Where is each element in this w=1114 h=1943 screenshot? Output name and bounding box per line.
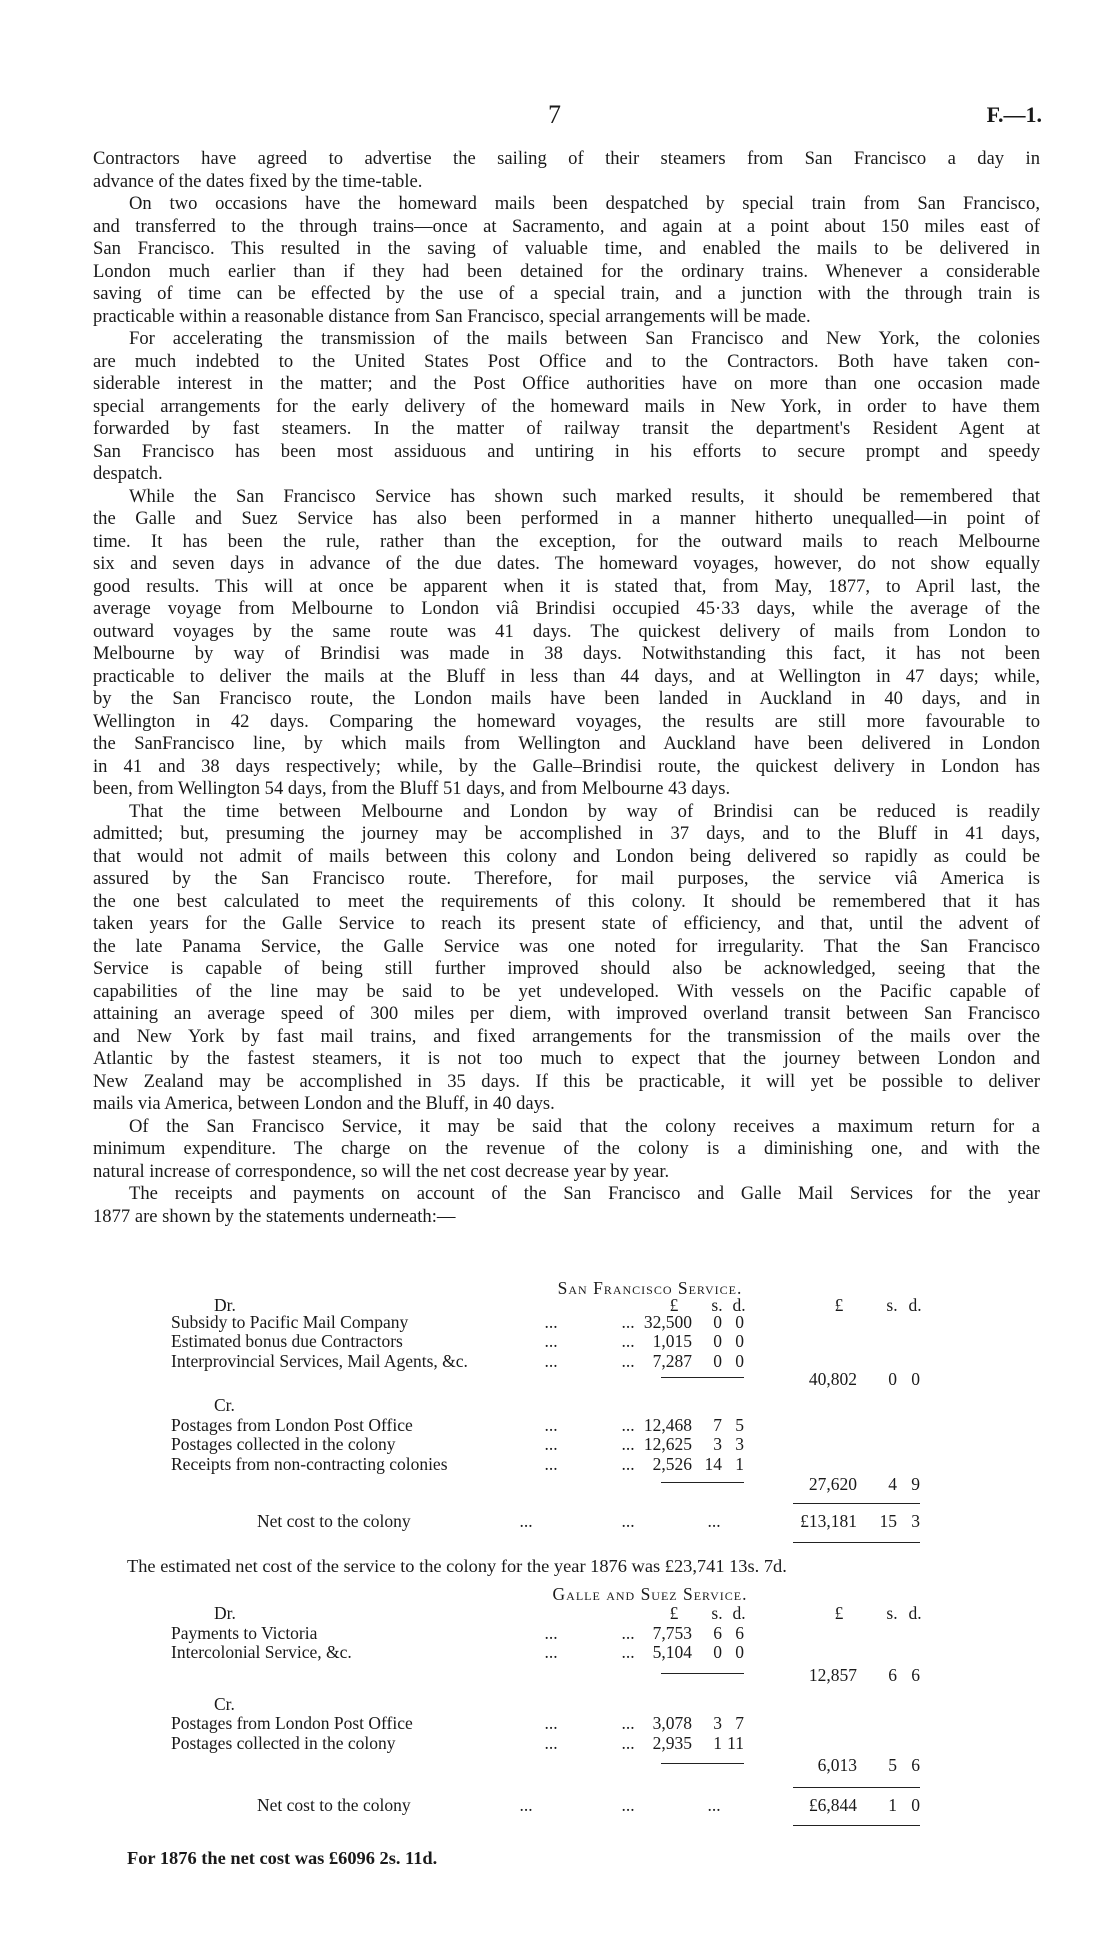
leader-dots: ... [707, 1511, 721, 1531]
amount-pence: 0 [735, 1331, 744, 1351]
total-rule [793, 1503, 920, 1504]
column-header-pounds: £ [669, 1603, 679, 1623]
net-cost-label: Net cost to the colony [257, 1795, 411, 1815]
text-line: in 41 and 38 days respectively; while, by the Galle–Brindisi route, the quickest delivery in London has [93, 755, 1040, 777]
column-header-shillings: s. [886, 1603, 898, 1623]
text-line: and New York by fast mail trains, and fixed arrangements for the transmission of the mails over the [93, 1025, 1040, 1047]
leader-dots: ... [621, 1642, 635, 1662]
statement-title: San Francisco Service. [557, 1278, 743, 1298]
text-line: taken years for the Galle Service to reach its present state of efficiency, and that, until the advent of [93, 913, 1040, 934]
leader-dots: ... [544, 1733, 558, 1753]
leader-dots: ... [519, 1795, 533, 1815]
paragraph [93, 801, 1040, 1116]
amount-pence: 7 [735, 1713, 744, 1733]
row-label: Estimated bonus due Contractors [171, 1331, 403, 1351]
amount-pence: 0 [735, 1312, 744, 1332]
text-line: time. It has been the rule, rather than the exception, for the outward mails to reach Melbourne [93, 530, 1040, 552]
total-rule [793, 1542, 920, 1543]
amount-shillings: 7 [713, 1415, 722, 1435]
amount-pence: 1 [735, 1454, 744, 1474]
amount-pounds: 5,104 [652, 1642, 692, 1662]
row-label: Postages collected in the colony [171, 1434, 396, 1454]
amount-pounds: 12,468 [643, 1415, 692, 1435]
leader-dots: ... [621, 1415, 635, 1435]
amount-pounds: 7,753 [652, 1623, 692, 1643]
column-header-pounds: £ [834, 1603, 844, 1623]
amount-pounds: 12,857 [808, 1665, 857, 1685]
credit-label: Cr. [214, 1395, 235, 1415]
amount-shillings: 6 [888, 1665, 897, 1685]
text-line: London much earlier than if they had been detained for the ordinary trains. Whenever a considerable [93, 260, 1040, 282]
text-line: capabilities of the line may be said to be yet undeveloped. With vessels on the Pacific capable of [93, 980, 1040, 1002]
column-header-pence: d. [908, 1603, 922, 1623]
text-line: despatch. [93, 463, 163, 484]
text-line: Wellington in 42 days. Comparing the homeward voyages, the results are still more favourable to [93, 710, 1040, 732]
text-line: six and seven days in advance of the due dates. The homeward voyages, however, do not show equally [93, 553, 1040, 574]
leader-dots: ... [544, 1454, 558, 1474]
leader-dots: ... [621, 1795, 635, 1815]
debit-label: Dr. [214, 1603, 236, 1623]
text-line: That the time between Melbourne and London by way of Brindisi can be reduced is readily [129, 800, 1040, 822]
leader-dots: ... [544, 1713, 558, 1733]
amount-pounds: 7,287 [652, 1351, 692, 1371]
text-line: practicable within a reasonable distance from San Francisco, special arrangements will be made. [93, 305, 811, 327]
amount-shillings: 0 [713, 1312, 722, 1332]
amount-shillings: 3 [713, 1713, 722, 1733]
text-line: Contractors have agreed to advertise the sailing of their steamers from San Francisco a day in [93, 148, 1040, 169]
paragraph [93, 1116, 1040, 1184]
amount-pence: 0 [735, 1642, 744, 1662]
text-line: assured by the San Francisco route. Therefore, for mail purposes, the service viâ America is [93, 868, 1040, 889]
text-line: mails via America, between London and the Bluff, in 40 days. [93, 1093, 555, 1114]
row-label: Postages collected in the colony [171, 1733, 396, 1753]
amount-shillings: 0 [713, 1331, 722, 1351]
text-line: 1877 are shown by the statements underneath:— [93, 1205, 456, 1227]
text-line: practicable to deliver the mails at the Bluff in less than 44 days, and at Wellington in 47 days; while, [93, 665, 1040, 687]
amount-shillings: 14 [704, 1454, 722, 1474]
amount-shillings: 1 [888, 1795, 897, 1815]
subtotal-rule [661, 1763, 744, 1764]
body-text [93, 148, 1040, 1228]
subtotal-rule [661, 1482, 744, 1483]
text-line: For accelerating the transmission of the mails between San Francisco and New York, the colonies [129, 328, 1040, 349]
amount-shillings: 3 [713, 1434, 722, 1454]
text-line: Service is capable of being still further improved should also be acknowledged, seeing that the [93, 958, 1040, 979]
leader-dots: ... [621, 1312, 635, 1332]
leader-dots: ... [519, 1511, 533, 1531]
galle-note: For 1876 the net cost was £6096 2s. 11d. [127, 1848, 438, 1868]
amount-pence: 0 [911, 1369, 920, 1389]
text-line: saving of time can be effected by the use of a special train, and a junction with the through train is [93, 283, 1040, 304]
amount-pence: 6 [911, 1665, 920, 1685]
paragraph [93, 486, 1040, 801]
amount-pounds: £13,181 [800, 1511, 857, 1531]
text-line: advance of the dates fixed by the time-table. [93, 170, 423, 192]
amount-pounds: 2,526 [652, 1454, 692, 1474]
amount-shillings: 4 [888, 1474, 897, 1494]
leader-dots: ... [621, 1454, 635, 1474]
text-line: by the San Francisco route, the London mails have been landed in Auckland in 40 days, and in [93, 688, 1040, 709]
row-label: Interprovincial Services, Mail Agents, &c. [171, 1351, 468, 1371]
amount-pence: 5 [735, 1415, 744, 1435]
amount-pounds: 40,802 [808, 1369, 857, 1389]
amount-pounds: 27,620 [808, 1474, 857, 1494]
text-line: siderable interest in the matter; and the Post Office authorities have on more than one occasion made [93, 373, 1040, 394]
leader-dots: ... [707, 1795, 721, 1815]
text-line: Of the San Francisco Service, it may be said that the colony receives a maximum return for a [129, 1115, 1040, 1137]
paragraph [93, 148, 1040, 193]
total-rule [793, 1825, 920, 1826]
amount-shillings: 0 [713, 1642, 722, 1662]
amount-pence: 0 [911, 1795, 920, 1815]
leader-dots: ... [544, 1312, 558, 1332]
leader-dots: ... [544, 1642, 558, 1662]
text-line: On two occasions have the homeward mails been despatched by special train from San Francisco, [129, 193, 1040, 214]
text-line: forwarded by fast steamers. In the matter of railway transit the department's Resident Agent at [93, 418, 1040, 439]
text-line: special arrangements for the early delivery of the homeward mails in New York, in order to have them [93, 395, 1040, 417]
column-header-pounds: £ [669, 1295, 679, 1315]
leader-dots: ... [544, 1331, 558, 1351]
leader-dots: ... [544, 1623, 558, 1643]
amount-pounds: 6,013 [817, 1755, 857, 1775]
san-francisco-note: The estimated net cost of the service to the colony for the year 1876 was £23,741 13s. 7d. [127, 1556, 787, 1576]
row-label: Payments to Victoria [171, 1623, 318, 1643]
leader-dots: ... [544, 1415, 558, 1435]
paragraph [93, 193, 1040, 328]
text-line: San Francisco has been most assiduous and untiring in his efforts to secure prompt and speedy [93, 440, 1040, 462]
row-label: Receipts from non-contracting colonies [171, 1454, 448, 1474]
amount-shillings: 15 [879, 1511, 897, 1531]
row-label: Postages from London Post Office [171, 1415, 413, 1435]
debit-label: Dr. [214, 1295, 236, 1315]
leader-dots: ... [621, 1511, 635, 1531]
amount-shillings: 0 [888, 1369, 897, 1389]
total-rule [793, 1787, 920, 1788]
row-label: Intercolonial Service, &c. [171, 1642, 352, 1662]
text-line: the SanFrancisco line, by which mails from Wellington and Auckland have been delivered in London [93, 733, 1040, 754]
leader-dots: ... [621, 1434, 635, 1454]
subtotal-rule [661, 1377, 744, 1378]
text-line: admitted; but, presuming the journey may be accomplished in 37 days, and to the Bluff in 41 days, [93, 823, 1040, 844]
text-line: minimum expenditure. The charge on the revenue of the colony is a diminishing one, and with the [93, 1138, 1040, 1159]
text-line: While the San Francisco Service has shown such marked results, it should be remembered that [129, 485, 1040, 507]
row-label: Subsidy to Pacific Mail Company [171, 1312, 409, 1332]
column-header-shillings: s. [711, 1603, 723, 1623]
text-line: and transferred to the through trains—once at Sacramento, and again at a point about 150 miles east of [93, 215, 1040, 237]
text-line: the one best calculated to meet the requirements of this colony. It should be remembered that it has [93, 890, 1040, 912]
subtotal-rule [661, 1673, 744, 1674]
leader-dots: ... [621, 1351, 635, 1371]
credit-label: Cr. [214, 1694, 235, 1714]
page-number: 7 [548, 100, 561, 129]
text-line: good results. This will at once be apparent when it is stated that, from May, 1877, to April last, the [93, 575, 1040, 597]
amount-pounds: £6,844 [808, 1795, 857, 1815]
amount-pounds: 1,015 [652, 1331, 692, 1351]
amount-pence: 6 [735, 1623, 744, 1643]
paragraph [93, 1183, 1040, 1228]
text-line: the late Panama Service, the Galle Service was one noted for irregularity. That the San Francisco [93, 935, 1040, 957]
text-line: Melbourne by way of Brindisi was made in 38 days. Notwithstanding this fact, it has not been [93, 643, 1040, 664]
text-line: are much indebted to the United States Post Office and to the Contractors. Both have taken con- [93, 350, 1040, 372]
document-reference: F.—1. [986, 102, 1042, 127]
text-line: been, from Wellington 54 days, from the Bluff 51 days, and from Melbourne 43 days. [93, 778, 731, 799]
leader-dots: ... [621, 1713, 635, 1733]
amount-pence: 9 [911, 1474, 920, 1494]
text-line: average voyage from Melbourne to London viâ Brindisi occupied 45·33 days, while the average of the [93, 598, 1040, 619]
leader-dots: ... [544, 1434, 558, 1454]
column-header-shillings: s. [886, 1295, 898, 1315]
text-line: Atlantic by the fastest steamers, it is not too much to expect that the journey between London and [93, 1048, 1040, 1069]
column-header-shillings: s. [711, 1295, 723, 1315]
amount-pounds: 32,500 [643, 1312, 692, 1332]
statement-title: Galle and Suez Service. [552, 1584, 748, 1604]
amount-pence: 3 [911, 1511, 920, 1531]
amount-shillings: 1 [713, 1733, 722, 1753]
text-line: The receipts and payments on account of the San Francisco and Galle Mail Services for the year [129, 1183, 1040, 1204]
text-line: outward voyages by the same route was 41 days. The quickest delivery of mails from London to [93, 620, 1040, 642]
leader-dots: ... [621, 1331, 635, 1351]
amount-pounds: 12,625 [643, 1434, 692, 1454]
amount-shillings: 6 [713, 1623, 722, 1643]
amount-pounds: 2,935 [652, 1733, 692, 1753]
amount-pence: 0 [735, 1351, 744, 1371]
net-cost-label: Net cost to the colony [257, 1511, 411, 1531]
amount-pence: 6 [911, 1755, 920, 1775]
column-header-pence: d. [908, 1295, 922, 1315]
column-header-pence: d. [732, 1295, 746, 1315]
row-label: Postages from London Post Office [171, 1713, 413, 1733]
paragraph [93, 328, 1040, 486]
amount-shillings: 5 [888, 1755, 897, 1775]
text-line: the Galle and Suez Service has also been performed in a manner hitherto unequalled—in point of [93, 508, 1040, 529]
amount-pounds: 3,078 [652, 1713, 692, 1733]
leader-dots: ... [621, 1623, 635, 1643]
amount-pence: 3 [735, 1434, 744, 1454]
text-line: attaining an average speed of 300 miles per diem, with improved overland transit between San Francisco [93, 1003, 1040, 1024]
text-line: that would not admit of mails between this colony and London being delivered so rapidly as could be [93, 845, 1040, 867]
text-line: San Francisco. This resulted in the saving of valuable time, and enabled the mails to be delivered in [93, 238, 1040, 259]
column-header-pence: d. [732, 1603, 746, 1623]
amount-pence: 11 [727, 1733, 744, 1753]
text-line: New Zealand may be accomplished in 35 days. If this be practicable, it will yet be possible to deliver [93, 1070, 1040, 1092]
column-header-pounds: £ [834, 1295, 844, 1315]
amount-shillings: 0 [713, 1351, 722, 1371]
leader-dots: ... [544, 1351, 558, 1371]
text-line: natural increase of correspondence, so will the net cost decrease year by year. [93, 1160, 670, 1182]
leader-dots: ... [621, 1733, 635, 1753]
